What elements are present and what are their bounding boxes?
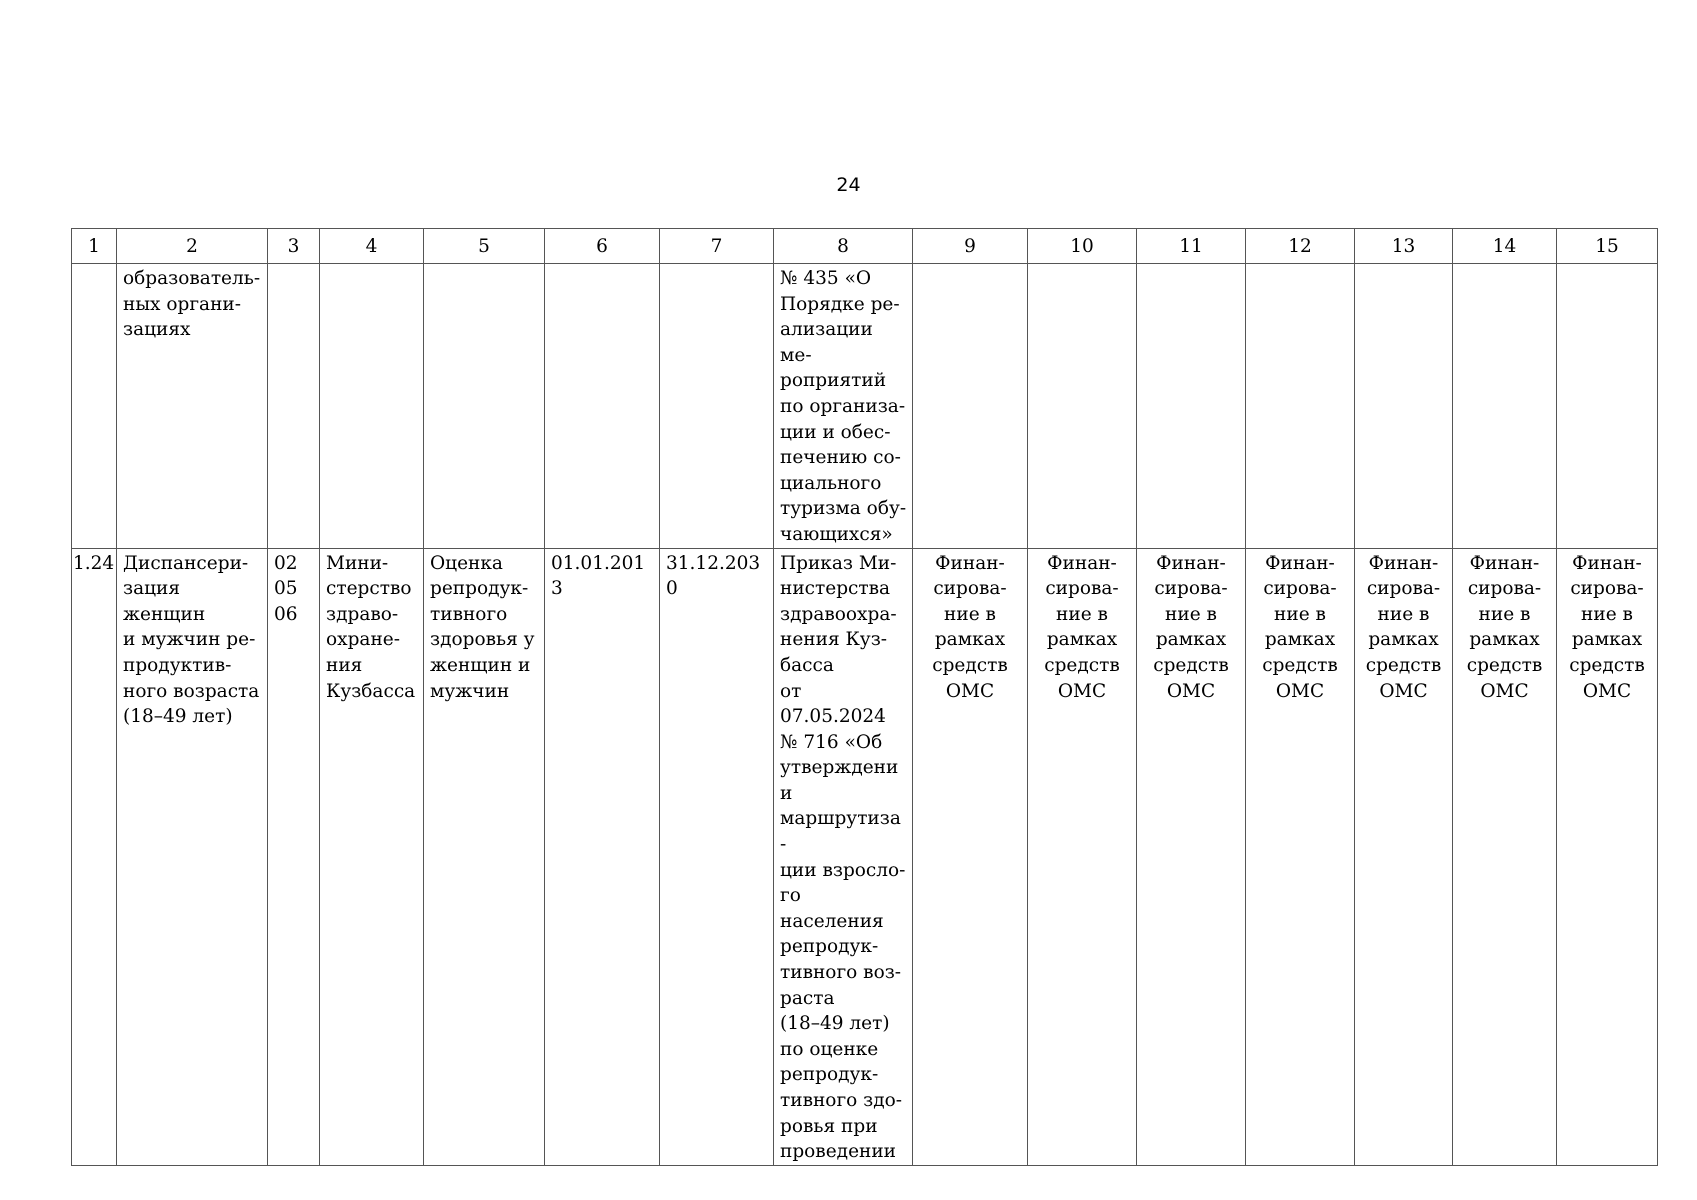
cell-col-15: [1557, 264, 1658, 549]
cell-code: [268, 264, 320, 549]
header-cell-col-7: 7: [660, 229, 774, 264]
cell-end-date: [660, 264, 774, 549]
cell-end-date: 31.12.2030: [660, 548, 774, 1165]
cell-col-12: Финан- сирова- ние в рамках средств ОМС: [1246, 548, 1355, 1165]
page-number: 24: [836, 174, 861, 196]
header-cell-col-9: 9: [913, 229, 1028, 264]
table-row-continuation: [72, 264, 1658, 549]
cell-col-11: Финан- сирова- ние в рамках средств ОМС: [1137, 548, 1246, 1165]
header-cell-col-1: 1: [72, 229, 117, 264]
cell-number: [72, 264, 117, 549]
cell-col-14: [1453, 264, 1557, 549]
header-cell-col-12: 12: [1246, 229, 1355, 264]
cell-executor: Мини- стерство здраво- охране- ния Кузбасса: [320, 548, 424, 1165]
header-cell-col-11: 11: [1137, 229, 1246, 264]
cell-executor: [320, 264, 424, 549]
header-cell-col-2: 2: [117, 229, 268, 264]
cell-start-date: [545, 264, 660, 549]
header-cell-col-15: 15: [1557, 229, 1658, 264]
cell-col-15: Финан- сирова- ние в рамках средств ОМС: [1557, 548, 1658, 1165]
cell-legal-basis: Приказ Ми- нистерства здравоохра- нения Куз- басса от 07.05.2024 № 716 «Об утверждении маршрутиза- ции взросло- го населения репродук- тивного воз- раста (18–49 лет) по оценке репродук- тивного здо- ровья при проведении: [774, 548, 913, 1165]
cell-start-date: 01.01.2013: [545, 548, 660, 1165]
cell-col-13: [1355, 264, 1453, 549]
cell-result: [424, 264, 545, 549]
cell-col-12: [1246, 264, 1355, 549]
cell-col-10: Финан- сирова- ние в рамках средств ОМС: [1028, 548, 1137, 1165]
cell-event-name: Диспансери- зация женщин и мужчин ре- продуктив- ного возраста (18–49 лет): [117, 548, 268, 1165]
cell-col-11: [1137, 264, 1246, 549]
cell-legal-basis: № 435 «О Порядке ре- ализации ме- роприятий по организа- ции и обес- печению со- циального туризма обу- чающихся»: [774, 264, 913, 549]
cell-result: Оценка репродук- тивного здоровья у женщин и мужчин: [424, 548, 545, 1165]
header-cell-col-5: 5: [424, 229, 545, 264]
cell-col-9: Финан- сирова- ние в рамках средств ОМС: [913, 548, 1028, 1165]
header-cell-col-10: 10: [1028, 229, 1137, 264]
header-cell-col-3: 3: [268, 229, 320, 264]
cell-col-10: [1028, 264, 1137, 549]
cell-code: 02 05 06: [268, 548, 320, 1165]
header-cell-col-13: 13: [1355, 229, 1453, 264]
header-cell-col-6: 6: [545, 229, 660, 264]
cell-event-name: образователь- ных органи- зациях: [117, 264, 268, 549]
cell-col-14: Финан- сирова- ние в рамках средств ОМС: [1453, 548, 1557, 1165]
header-cell-col-14: 14: [1453, 229, 1557, 264]
cell-col-13: Финан- сирова- ние в рамках средств ОМС: [1355, 548, 1453, 1165]
cell-col-9: [913, 264, 1028, 549]
cell-number: 1.24: [72, 548, 117, 1165]
table-header-row: [72, 229, 1658, 264]
header-cell-col-8: 8: [774, 229, 913, 264]
header-cell-col-4: 4: [320, 229, 424, 264]
document-table: [71, 228, 1658, 1166]
table-row-1-24: [72, 548, 1658, 1165]
